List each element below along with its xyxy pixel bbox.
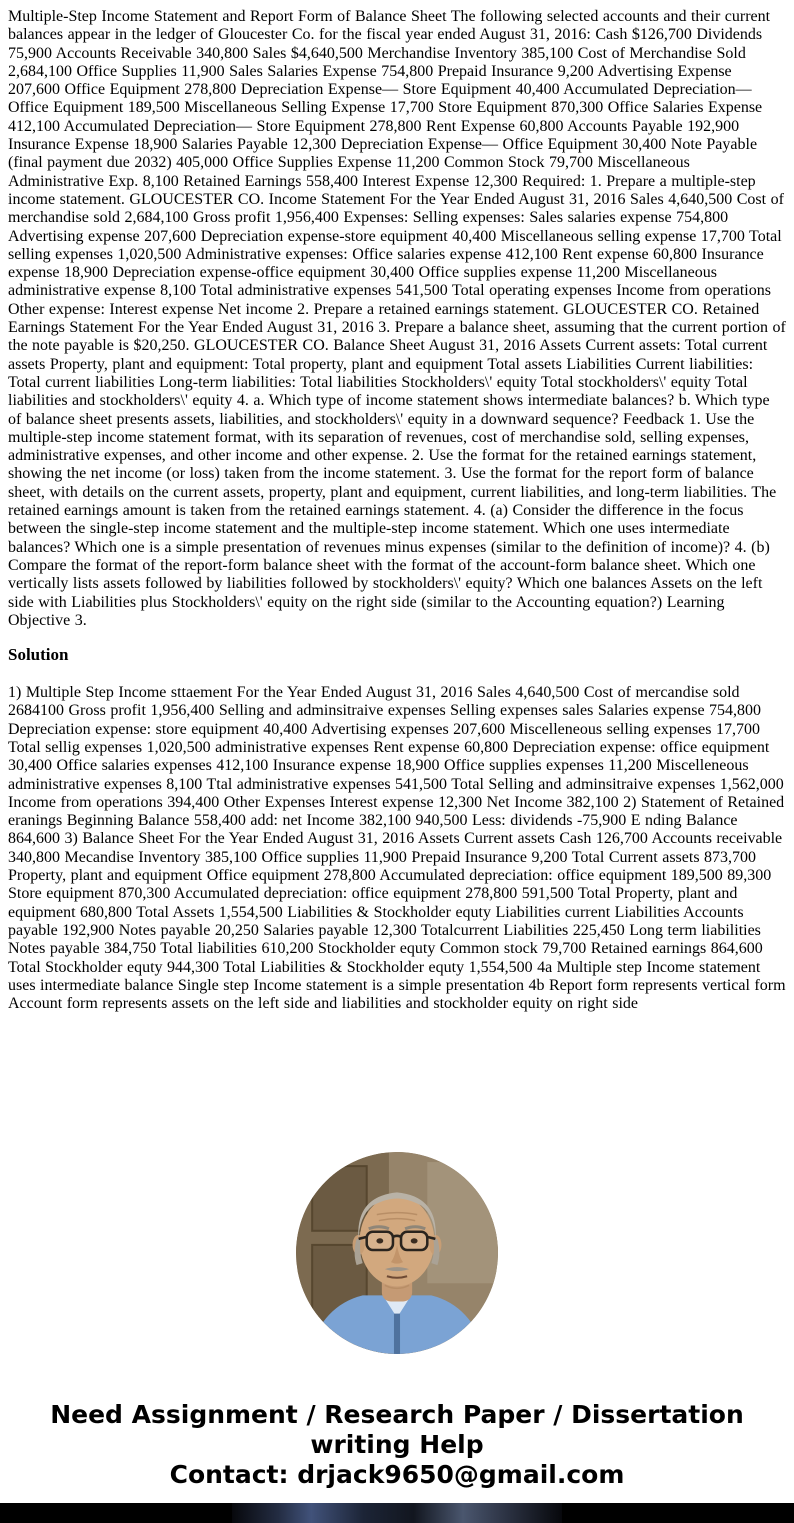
bottom-video-strip bbox=[0, 1503, 794, 1523]
footer-banner bbox=[0, 1400, 794, 1490]
solution-text: 1) Multiple Step Income sttaement For the Year Ended August 31, 2016 Sales 4,640,500 Cost of mercandise sold 2684100 Gross profit 1,956,400 Selling and adminsitraive expenses Selling expenses sales Salaries expense 754,800 Depreciation expense: store equipment 40,400 Advertising expenses 207,600 Miscelleneous selling expenses 17,700 Total sellig expenses 1,020,500 administrative expenses Rent expense 60,800 Depreciation expense: office equipment 30,400 Office salaries expenses 412,100 Insurance expense 18,900 Office supplies expenses 11,200 Miscelleneous administrative expenses 8,100 Ttal administrative expenses 541,500 Total Selling and adminsitraive expenses 1,562,000 Income from operations 394,400 Other Expenses Interest expense 12,300 Net Income 382,100 2) Statement of Retained eranings Beginning Balance 558,400 add: net Income 382,100 940,500 Less: dividends -75,900 E nding Balance 864,600 3) Balance Sheet For the Year Ended August 31, 2016 Assets Current assets Cash 126,700 Accounts receivable 340,800 Mecandise Inventory 385,100 Office supplies 11,900 Prepaid Insurance 9,200 Total Current assets 873,700 Property, plant and equipment Office equipment 278,800 Accumulated depreciation: office equipment 189,500 89,300 Store equipment 870,300 Accumulated depreciation: office equipment 278,800 591,500 Total Property, plant and equipment 680,800 Total Assets 1,554,500 Liabilities & Stockholder equty Liabilities current Liabilities Accounts payable 192,900 Notes payable 20,250 Salaries payable 12,300 Totalcurrent Liabilities 225,450 Long term liabilities Notes payable 384,750 Total liabilities 610,200 Stockholder equty Common stock 79,700 Retained earnings 864,600 Total Stockholder equty 944,300 Total Liabilities & Stockholder equty 1,554,500 4a Multiple step Income statement uses intermediate balance Single step Income statement is a simple presentation 4b Report form represents vertical form Account form represents assets on the left side and liabilities and stockholder equity on right side bbox=[8, 684, 786, 1013]
tutor-portrait-graphic bbox=[296, 1152, 498, 1354]
footer-help-line-1: Need Assignment / Research Paper / Dissertation bbox=[50, 1400, 744, 1429]
footer-contact-line: Contact: drjack9650@gmail.com bbox=[169, 1460, 625, 1489]
bottom-thumbnail-fragment bbox=[232, 1503, 562, 1523]
tutor-avatar-image bbox=[296, 1152, 498, 1354]
question-text: Multiple-Step Income Statement and Report Form of Balance Sheet The following selected accounts and their current balances appear in the ledger of Gloucester Co. for the fiscal year ended August 31, 2016: Cash $126,700 Dividends 75,900 Accounts Receivable 340,800 Sales $4,640,500 Merchandise Inventory 385,100 Cost of Merchandise Sold 2,684,100 Office Supplies 11,900 Sales Salaries Expense 754,800 Prepaid Insurance 9,200 Advertising Expense 207,600 Office Equipment 278,800 Depreciation Expense— Store Equipment 40,400 Accumulated Depreciation— Office Equipment 189,500 Miscellaneous Selling Expense 17,700 Store Equipment 870,300 Office Salaries Expense 412,100 Accumulated Depreciation— Store Equipment 278,800 Rent Expense 60,800 Accounts Payable 192,900 Insurance Expense 18,900 Salaries Payable 12,300 Depreciation Expense— Office Equipment 30,400 Note Payable (final payment due 2032) 405,000 Office Supplies Expense 11,200 Common Stock 79,700 Miscellaneous Administrative Exp. 8,100 Retained Earnings 558,400 Interest Expense 12,300 Required: 1. Prepare a multiple-step income statement. GLOUCESTER CO. Income Statement For the Year Ended August 31, 2016 Sales 4,640,500 Cost of merchandise sold 2,684,100 Gross profit 1,956,400 Expenses: Selling expenses: Sales salaries expense 754,800 Advertising expense 207,600 Depreciation expense-store equipment 40,400 Miscellaneous selling expense 17,700 Total selling expenses 1,020,500 Administrative expenses: Office salaries expense 412,100 Rent expense 60,800 Insurance expense 18,900 Depreciation expense-office equipment 30,400 Office supplies expense 11,200 Miscellaneous administrative expense 8,100 Total administrative expenses 541,500 Total operating expenses Income from operations Other expense: Interest expense Net income 2. Prepare a retained earnings statement. GLOUCESTER CO. Retained Earnings Statement For the Year Ended August 31, 2016 3. Prepare a balance sheet, assuming that the current portion of the note payable is $20,250. GLOUCESTER CO. Balance Sheet August 31, 2016 Assets Current assets: Total current assets Property, plant and equipment: Total property, plant and equipment Total assets Liabilities Current liabilities: Total current liabilities Long-term liabilities: Total liabilities Stockholders\' equity Total stockholders\' equity Total liabilities and stockholders\' equity 4. a. Which type of income statement shows intermediate balances? b. Which type of balance sheet presents assets, liabilities, and stockholders\' equity in a downward sequence? Feedback 1. Use the multiple-step income statement format, with its separation of revenues, cost of merchandise sold, selling expenses, administrative expenses, and other income and other expense. 2. Use the format for the retained earnings statement, showing the net income (or loss) taken from the income statement. 3. Use the format for the report form of balance sheet, with details on the current assets, property, plant and equipment, current liabilities, and long-term liabilities. The retained earnings amount is taken from the retained earnings statement. 4. (a) Consider the difference in the focus between the single-step income statement and the multiple-step income statement. Which one uses intermediate balances? Which one is a simple presentation of revenues minus expenses (similar to the definition of income)? 4. (b) Compare the format of the report-form balance sheet with the format of the account-form balance sheet. Which one vertically lists assets followed by liabilities followed by stockholders\' equity? Which one balances Assets on the left side with Liabilities plus Stockholders\' equity on the right side (similar to the Accounting equation?) Learning Objective 3. bbox=[8, 8, 786, 629]
footer-help-line-2: writing Help bbox=[310, 1430, 484, 1459]
solution-heading: Solution bbox=[8, 645, 69, 665]
